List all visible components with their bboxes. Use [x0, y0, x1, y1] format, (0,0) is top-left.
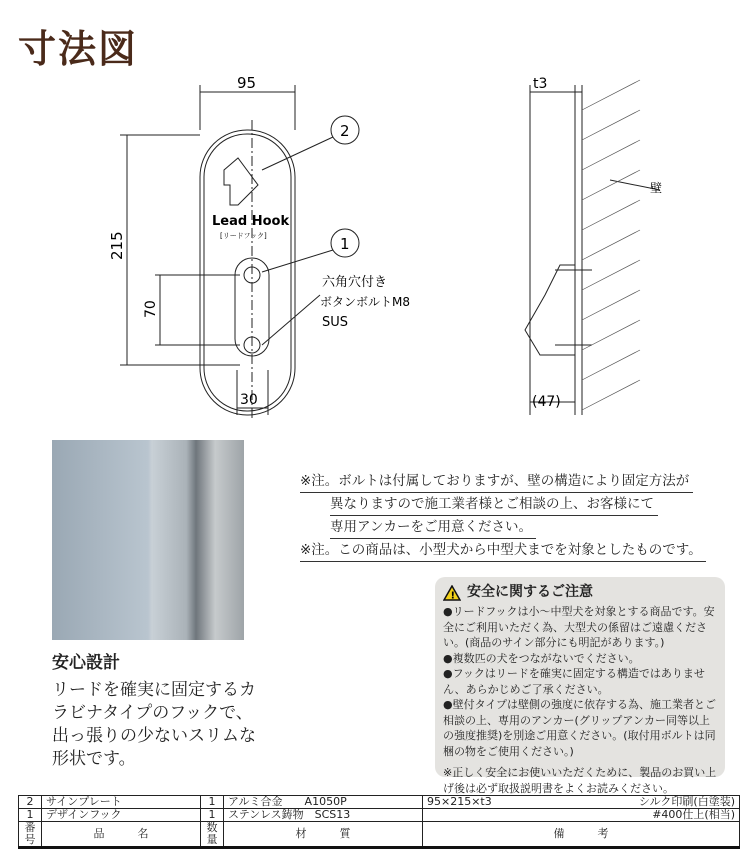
- table-row: [19, 809, 740, 822]
- logo-sub: [リードフック]: [220, 232, 267, 240]
- caution-item: ●フックはリードを確実に固定する構造ではありません、あらかじめご了承ください。: [443, 667, 705, 696]
- caution-item: ●壁付タイプは壁側の強度に依存する為、施工業者とご相談の上、専用のアンカー(グリップアンカー同等以上の強度推奨)を別途ご用意ください。(取付用ボルトは同梱の物をご使用ください。): [443, 698, 717, 758]
- bolt-label-3: SUS: [322, 315, 349, 330]
- safety-caution-box: [435, 577, 725, 795]
- page-title: 寸法図: [18, 27, 139, 71]
- caution-title: 安全に関するご注意: [467, 584, 593, 601]
- cell: デザインフック: [42, 809, 201, 822]
- note-line: ※注。ボルトは付属しておりますが、壁の構造により固定方法が: [300, 470, 693, 493]
- dim-height: 215: [108, 231, 126, 260]
- side-depth: (47): [532, 394, 561, 410]
- dim-width: 95: [237, 74, 257, 92]
- product-photo: [52, 440, 244, 640]
- installation-notes: [300, 470, 706, 562]
- cell: サインプレート: [42, 796, 201, 809]
- feature-heading: 安心設計: [52, 653, 120, 673]
- warning-icon: [443, 585, 461, 601]
- table-header-row: [19, 822, 740, 848]
- header-cell: 数量: [201, 822, 224, 848]
- svg-text:!: !: [450, 590, 456, 601]
- parts-table: [18, 795, 740, 849]
- feature-section: [52, 648, 262, 771]
- header-cell: 備 考: [423, 822, 740, 848]
- header-cell: 品 名: [42, 822, 201, 848]
- caution-item: ●リードフックは小～中型犬を対象とする商品です。安全にご利用いただく為、大型犬の係留はご遠慮ください。(商品のサイン部分にも明記があります。): [443, 605, 715, 649]
- cell: 2: [19, 796, 42, 809]
- cell: 1: [19, 809, 42, 822]
- dim-bottom: 30: [240, 392, 258, 408]
- part-2-marker: 2: [340, 122, 350, 140]
- logo-text: Lead Hook: [212, 214, 290, 229]
- bolt-label-2: ボタンボルトM8: [320, 295, 410, 309]
- sign-plate-outline: [200, 130, 295, 415]
- note-line: ※注。この商品は、小型犬から中型犬までを対象としたものです。: [300, 539, 706, 562]
- cell: #400仕上(相当): [553, 809, 739, 822]
- dim-pitch: 70: [143, 300, 159, 318]
- cell: ステンレス鋳物 SCS13: [224, 809, 423, 822]
- caution-footer: ※正しく安全にお使いいただくために、製品のお買い上げ後は必ず取扱説明書をよくお読みください。: [443, 766, 717, 795]
- table-row: [19, 796, 740, 809]
- bolt-label-1: 六角穴付き: [322, 275, 388, 290]
- header-cell: 番号: [19, 822, 42, 848]
- cell: 95×215×t3: [423, 796, 554, 809]
- side-thickness: t3: [533, 76, 548, 92]
- part-1-marker: 1: [340, 235, 350, 253]
- feature-body: リードを確実に固定するカラビナタイプのフックで、出っ張りの少ないスリムな形状です。: [52, 680, 256, 769]
- caution-item: ●複数匹の犬をつながないでください。: [443, 651, 640, 665]
- cell: [423, 809, 554, 822]
- note-line: 専用アンカーをご用意ください。: [330, 516, 536, 539]
- cell: シルク印刷(白塗装): [553, 796, 739, 809]
- cell: 1: [201, 809, 224, 822]
- cell: 1: [201, 796, 224, 809]
- header-cell: 材 質: [224, 822, 423, 848]
- note-line: 異なりますので施工業者様とご相談の上、お客様にて: [330, 493, 658, 516]
- cell: アルミ合金 A1050P: [224, 796, 423, 809]
- wall-label: 壁: [650, 181, 663, 195]
